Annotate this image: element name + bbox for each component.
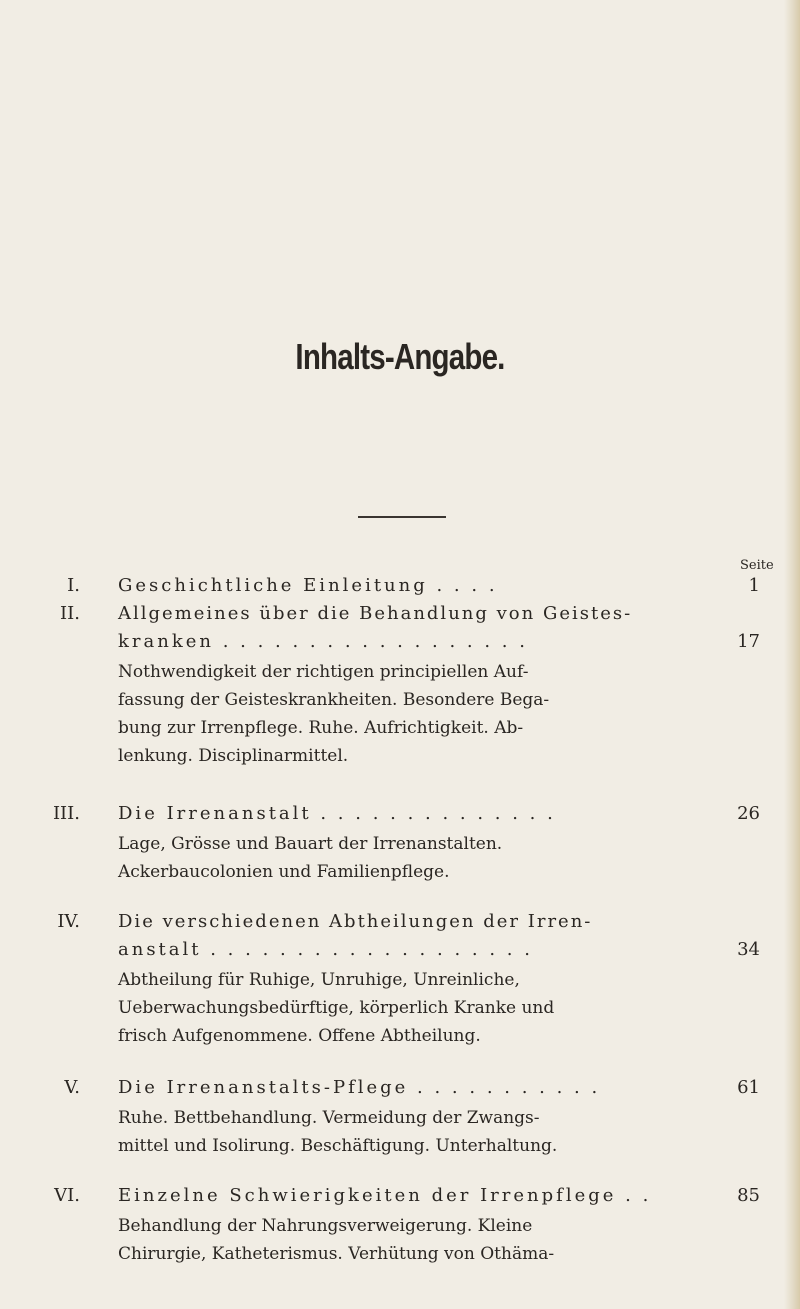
page-edge-shadow xyxy=(784,0,800,1309)
title-divider xyxy=(358,516,446,518)
entry-heading: Allgemeines über die Behandlung von Geistes- xyxy=(118,603,633,624)
desc-line: Ackerbaucolonien und Familienpflege. xyxy=(118,862,450,882)
toc-entry-3[interactable] xyxy=(40,800,760,886)
entry-page-number: 61 xyxy=(737,1077,760,1098)
toc-entry-line xyxy=(40,908,760,936)
entry-heading: Die verschiedenen Abtheilungen der Irren- xyxy=(118,911,593,932)
desc-line: lenkung. Disciplinarmittel. xyxy=(118,746,349,766)
entry-number: I. xyxy=(67,575,80,596)
desc-line: Abtheilung für Ruhige, Unruhige, Unreinliche, xyxy=(118,970,520,990)
desc-line: Nothwendigkeit der richtigen principiellen Auf- xyxy=(118,662,529,682)
page-title: Inhalts-Angabe. xyxy=(295,336,505,377)
desc-line: Chirurgie, Katheterismus. Verhütung von Othäma- xyxy=(118,1244,555,1264)
entry-heading: Geschichtliche Einleitung . . . . xyxy=(118,575,498,596)
desc-line: Ueberwachungsbedürftige, körperlich Kranke und xyxy=(118,998,555,1018)
entry-description xyxy=(118,830,743,886)
toc-entry-6[interactable] xyxy=(40,1182,760,1268)
entry-page-number: 85 xyxy=(737,1185,760,1206)
toc-entry-4[interactable] xyxy=(40,908,760,1050)
entry-number: VI. xyxy=(54,1185,80,1206)
entry-page-number: 1 xyxy=(748,575,760,596)
entry-description xyxy=(118,1212,743,1268)
toc-entry-line xyxy=(40,1182,760,1210)
entry-heading-cont: kranken . . . . . . . . . . . . . . . . . . xyxy=(118,631,528,652)
desc-line: Behandlung der Nahrungsverweigerung. Kleine xyxy=(118,1216,533,1236)
toc-entry-1[interactable] xyxy=(40,572,760,600)
desc-line: fassung der Geisteskrankheiten. Besondere Bega- xyxy=(118,690,550,710)
entry-page-number: 34 xyxy=(737,939,760,960)
entry-number: III. xyxy=(52,803,80,824)
entry-page-number: 17 xyxy=(737,631,760,652)
desc-line: mittel und Isolirung. Beschäftigung. Unterhaltung. xyxy=(118,1136,558,1156)
entry-heading: Einzelne Schwierigkeiten der Irrenpflege . . xyxy=(118,1185,652,1206)
entry-number: II. xyxy=(60,603,80,624)
entry-heading: Die Irrenanstalts-Pflege . . . . . . . . . . . xyxy=(118,1077,601,1098)
toc-entry-line xyxy=(40,1074,760,1102)
entry-number: V. xyxy=(64,1077,80,1098)
desc-line: bung zur Irrenpflege. Ruhe. Aufrichtigkeit. Ab- xyxy=(118,718,524,738)
entry-number: IV. xyxy=(57,911,80,932)
entry-page-number: 26 xyxy=(737,803,760,824)
desc-line: Ruhe. Bettbehandlung. Vermeidung der Zwangs- xyxy=(118,1108,540,1128)
toc-entry-line xyxy=(40,600,760,628)
toc-entry-line xyxy=(40,936,760,964)
entry-description xyxy=(118,1104,743,1160)
page-column-label: Seite xyxy=(740,558,774,573)
entry-description xyxy=(118,658,743,770)
toc-entry-line xyxy=(40,800,760,828)
entry-heading: Die Irrenanstalt . . . . . . . . . . . . . . xyxy=(118,803,556,824)
toc-entry-2[interactable] xyxy=(40,600,760,770)
desc-line: frisch Aufgenommene. Offene Abtheilung. xyxy=(118,1026,481,1046)
toc-entry-line xyxy=(40,628,760,656)
desc-line: Lage, Grösse und Bauart der Irrenanstalten. xyxy=(118,834,503,854)
entry-heading-cont: anstalt . . . . . . . . . . . . . . . . . . . xyxy=(118,939,533,960)
toc-entry-5[interactable] xyxy=(40,1074,760,1160)
toc-entry-line xyxy=(40,572,760,600)
entry-description xyxy=(118,966,743,1050)
